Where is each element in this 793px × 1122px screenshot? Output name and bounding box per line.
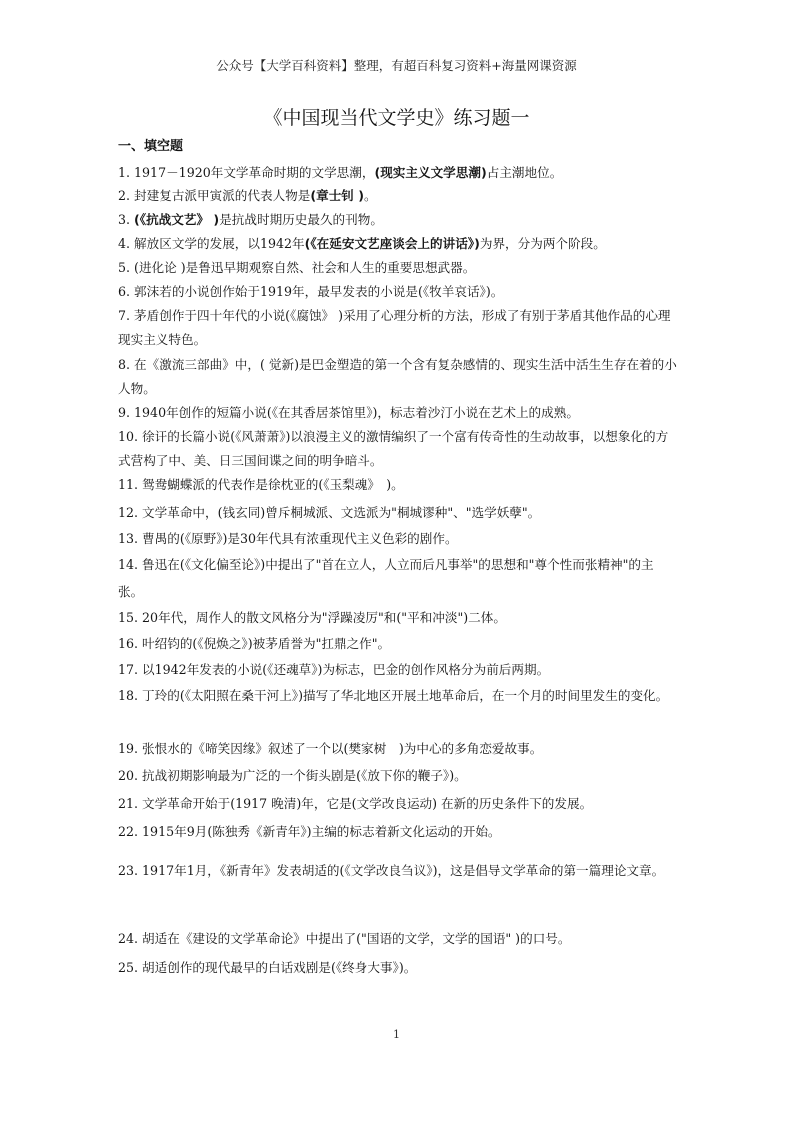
- question-text: 1917－1920年文学革命时期的文学思潮，: [134, 165, 375, 180]
- question-item: [118, 819, 678, 845]
- question-text: 丁玲的: [142, 688, 180, 703]
- question-text: 为标志，巴金的创作风格分为前后两期。: [322, 662, 550, 677]
- question-answer: (樊家树 ): [343, 741, 404, 756]
- question-answer: ("平和冲淡"): [396, 610, 469, 625]
- question-text: 抗战初期影响最为广泛的一个街头剧是: [142, 768, 357, 783]
- question-item: [118, 926, 678, 952]
- question-text: 年，它是(文学改良运动) 在新的历史条件下的发展。: [301, 796, 593, 811]
- question-answer: (《倪焕之》): [192, 636, 253, 651]
- question-text: 。: [391, 477, 404, 492]
- question-text: 描写了华北地区开展土地革命后，在一个月的时间里发生的变化。: [303, 688, 669, 703]
- question-answer: (1917 晚清): [230, 796, 302, 811]
- question-text: 曾斥桐城派、文选派为"桐城谬种"、"选学妖孽"。: [265, 505, 541, 520]
- question-answer: ( 觉新): [259, 357, 299, 372]
- question-answer: (《文化偏至论》): [179, 557, 266, 572]
- question-number: 6.: [118, 284, 135, 299]
- question-number: 18.: [118, 688, 143, 703]
- question-item: [118, 736, 678, 762]
- question-answer: (《抗战文艺》 ): [134, 212, 220, 227]
- question-item: [118, 425, 678, 473]
- question-answer: (《放下你的鞭子》): [356, 768, 455, 783]
- question-number: 23.: [118, 863, 143, 878]
- question-text: 中提出了"首在立人，人立而后凡事举"的思想和"尊个性而张精神"的主张。: [118, 557, 654, 599]
- question-item: [118, 955, 678, 981]
- question-text: 1940年创作的短篇小说: [134, 405, 267, 420]
- question-item: [118, 161, 678, 185]
- question-text: 鲁迅在: [142, 557, 180, 572]
- question-answer: (《终身大事》): [330, 960, 404, 975]
- question-text: 二体。: [468, 610, 506, 625]
- question-number: 16.: [118, 636, 143, 651]
- question-item: [118, 232, 678, 256]
- question-text: 的口号。: [520, 931, 571, 946]
- section-title: 一、填空题: [118, 139, 184, 154]
- question-text: ，这是倡导文学革命的第一篇理论文章。: [437, 863, 665, 878]
- question-text: 是抗战时期历史最久的刊物。: [219, 212, 383, 227]
- question-item: [118, 763, 678, 789]
- question-text: 。: [403, 960, 417, 975]
- question-answer: (现实主义文学思潮): [374, 165, 487, 180]
- question-item: [118, 526, 678, 552]
- question-item: [118, 631, 678, 657]
- question-number: 11.: [118, 477, 143, 492]
- question-answer: (章士钊 ): [310, 188, 365, 203]
- question-number: 13.: [118, 531, 143, 546]
- question-answer: ("国语的文学，文学的国语" ): [356, 931, 521, 946]
- question-answer: (陈独秀《新青年》): [207, 824, 312, 839]
- question-number: 25.: [118, 960, 143, 975]
- page-number: 1: [393, 1028, 400, 1041]
- question-text: 是巴金塑造的第一个含有复杂感情的、现实生活中活生生存在着的小人物。: [118, 357, 677, 396]
- question-number: 14.: [118, 557, 143, 572]
- question-item: [118, 353, 678, 401]
- question-item: [118, 605, 678, 631]
- question-text: 是鲁迅早期观察自然、社会和人生的重要思想武器。: [185, 260, 476, 275]
- question-number: 17.: [118, 662, 143, 677]
- question-answer: (《文学改良刍议》): [339, 863, 438, 878]
- question-answer: (《玉梨魂》 ): [318, 477, 392, 492]
- question-text: 以1942年发表的小说: [142, 662, 263, 677]
- question-text: 在《激流三部曲》中，: [134, 357, 260, 372]
- question-text: 主编的标志着新文化运动的开始。: [311, 824, 501, 839]
- question-answer: (《还魂草》): [262, 662, 323, 677]
- question-text: 被茅盾誉为"扛鼎之作"。: [252, 636, 391, 651]
- question-item: [118, 256, 678, 280]
- question-answer: (《原野》): [179, 531, 228, 546]
- question-item: [118, 552, 678, 605]
- question-number: 22.: [118, 824, 143, 839]
- question-text: 。: [490, 284, 504, 299]
- question-answer: (《在其香居茶馆里》): [266, 405, 378, 420]
- question-answer: (钱玄同): [217, 505, 266, 520]
- question-item: [118, 683, 678, 710]
- question-text: 为中心的多角恋爱故事。: [403, 741, 543, 756]
- question-item: [118, 791, 678, 817]
- question-number: 21.: [118, 796, 143, 811]
- question-number: 10.: [118, 429, 143, 444]
- question-number: 24.: [118, 931, 143, 946]
- question-item: [118, 184, 678, 208]
- question-number: 8.: [118, 357, 135, 372]
- question-text: 徐讦的长篇小说: [142, 429, 231, 444]
- question-item: [118, 473, 678, 497]
- question-text: 。: [364, 188, 377, 203]
- watermark-header: 公众号【大学百科资料】整理，有超百科复习资料+海量网课资源: [216, 58, 577, 73]
- question-number: 19.: [118, 741, 143, 756]
- question-text: 是30年代具有浓重现代主义色彩的剧作。: [227, 531, 458, 546]
- question-item: [118, 401, 678, 425]
- question-answer: (进化论 ): [134, 260, 186, 275]
- question-number: 7.: [118, 308, 135, 323]
- question-item: [118, 304, 678, 352]
- question-text: 封建复古派甲寅派的代表人物是: [134, 188, 311, 203]
- question-text: ，标志着沙汀小说在艺术上的成熟。: [377, 405, 579, 420]
- question-text: 解放区文学的发展，以1942年: [134, 236, 305, 251]
- question-number: 20.: [118, 768, 143, 783]
- question-answer: (《在延安文艺座谈会上的讲话》): [304, 236, 480, 251]
- question-text: 采用了心理分析的方法，形成了有别于茅盾其他作品的心理现实主义特色。: [118, 308, 671, 347]
- question-text: 曹禺的: [142, 531, 180, 546]
- question-text: 茅盾创作于四十年代的小说: [134, 308, 286, 323]
- question-answer: (《牧羊哀话》): [417, 284, 491, 299]
- question-text: 叶绍钧的: [142, 636, 193, 651]
- question-text: 胡适创作的现代最早的白话戏剧是: [142, 960, 331, 975]
- question-text: 1917年1月，《新青年》发表胡适的: [142, 863, 340, 878]
- question-item: [118, 500, 678, 526]
- question-number: 12.: [118, 505, 143, 520]
- question-item: [118, 280, 678, 304]
- question-number: 2.: [118, 188, 135, 203]
- question-text: 胡适在《建设的文学革命论》中提出了: [142, 931, 357, 946]
- question-number: 4.: [118, 236, 135, 251]
- question-text: 占主潮地位。: [486, 165, 563, 180]
- question-text: 20年代，周作人的散文风格分为"浮躁凌厉"和: [142, 610, 397, 625]
- question-item: [118, 856, 678, 885]
- question-text: 文学革命开始于: [142, 796, 231, 811]
- question-item: [118, 208, 678, 232]
- question-text: 以浪漫主义的激情编织了一个富有传奇性的生动故事，以想象化的方式营构了中、美、日三国间谍之间的明争暗斗。: [118, 429, 669, 468]
- question-number: 9.: [118, 405, 135, 420]
- page-title: 《中国现当代文学史》练习题一: [263, 107, 530, 129]
- question-text: 张恨水的《啼笑因缘》叙述了一个以: [142, 741, 344, 756]
- question-item: [118, 657, 678, 683]
- question-number: 15.: [118, 610, 143, 625]
- question-answer: (《风萧萧》): [230, 429, 291, 444]
- question-answer: (《腐蚀》 ): [285, 308, 344, 323]
- question-number: 3.: [118, 212, 135, 227]
- question-text: 鸳鸯蝴蝶派的代表作是徐枕亚的: [142, 477, 319, 492]
- question-number: 5.: [118, 260, 135, 275]
- question-number: 1.: [118, 165, 135, 180]
- question-answer: (《太阳照在桑干河上》): [179, 688, 303, 703]
- question-text: 郭沫若的小说创作始于1919年，最早发表的小说是: [134, 284, 418, 299]
- question-text: 文学革命中，: [142, 505, 218, 520]
- question-text: 为界，分为两个阶段。: [479, 236, 606, 251]
- question-text: 1915年9月: [142, 824, 208, 839]
- question-text: 。: [454, 768, 467, 783]
